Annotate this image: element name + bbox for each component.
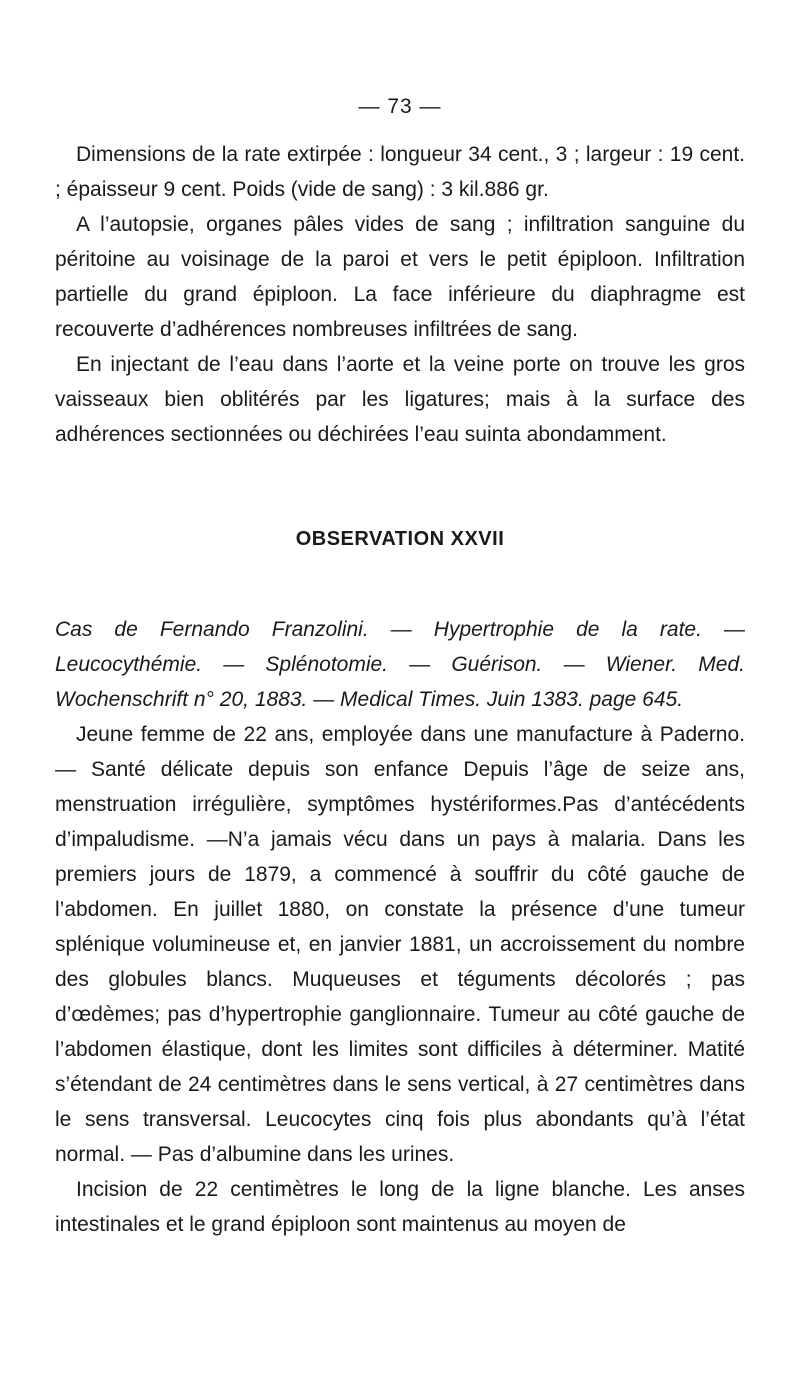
paragraph-autopsy: A l’autopsie, organes pâles vides de sang ; infiltration sanguine du péritoine au voisinage de la paroi et vers le petit épiploon. Infiltration partielle du grand épiploon. La face inférieure du diaphragme est recouverte d’adhérences nombreuses infiltrées de sang. bbox=[55, 213, 745, 341]
page-body bbox=[55, 92, 745, 1242]
paragraph-dimensions: Dimensions de la rate extirpée : longueur 34 cent., 3 ; largeur : 19 cent. ; épaisseur 9 cent. Poids (vide de sang) : 3 kil.886 gr. bbox=[55, 143, 745, 201]
page-number: — 73 — bbox=[358, 95, 442, 118]
paragraph-incision: Incision de 22 centimètres le long de la ligne blanche. Les anses intestinales et le grand épiploon sont maintenus au moyen de bbox=[55, 1178, 745, 1236]
observation-heading: OBSERVATION XXVII bbox=[295, 528, 505, 550]
paragraph-injection: En injectant de l’eau dans l’aorte et la veine porte on trouve les gros vaisseaux bien oblitérés par les ligatures; mais à la surface des adhérences sectionnées ou déchirées l’eau suinta abondamment. bbox=[55, 353, 745, 446]
observation-source: Cas de Fernando Franzolini. — Hypertrophie de la rate. — Leucocythémie. — Splénotomie. — Guérison. — Wiener. Med. Wochenschrift n° 20, 1883. — Medical Times. Juin 1383. page 645. bbox=[55, 618, 745, 711]
paragraph-case-history: Jeune femme de 22 ans, employée dans une manufacture à Paderno. — Santé délicate depuis son enfance Depuis l’âge de seize ans, menstruation irrégulière, symptômes hystériformes.Pas d’antécédents d’impaludisme. —N’a jamais vécu dans un pays à malaria. Dans les premiers jours de 1879, a commencé à souffrir du côté gauche de l’abdomen. En juillet 1880, on constate la présence d’une tumeur splénique volumineuse et, en janvier 1881, un accroissement du nombre des globules blancs. Muqueuses et téguments décolorés ; pas d’œdèmes; pas d’hypertrophie ganglionnaire. Tumeur au côté gauche de l’abdomen élastique, dont les limites sont difficiles à déterminer. Matité s’étendant de 24 centimètres dans le sens vertical, à 27 centimètres dans le sens transversal. Leucocytes cinq fois plus abondants qu’à l’état normal. — Pas d’albumine dans les urines. bbox=[55, 723, 745, 1166]
